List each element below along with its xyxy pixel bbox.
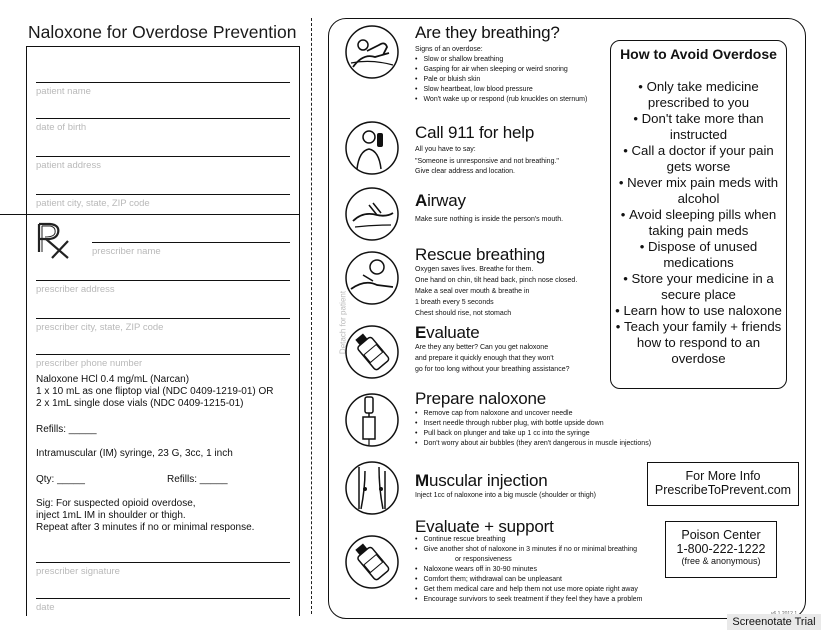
list-item: • Call a doctor if your pain gets worse bbox=[615, 143, 782, 175]
poison-center-phone[interactable]: 1-800-222-1222 bbox=[676, 542, 766, 556]
patient-city-field[interactable]: patient city, state, ZIP code bbox=[36, 194, 290, 195]
poison-center-note: (free & anonymous) bbox=[681, 556, 761, 566]
vial-icon bbox=[343, 533, 401, 591]
more-info-label: For More Info bbox=[685, 469, 761, 483]
qty-line: Qty: _____ bbox=[36, 474, 85, 485]
prescriber-city-field[interactable]: prescriber city, state, ZIP code bbox=[36, 318, 290, 319]
step-subtext: One hand on chin, tilt head back, pinch nose closed. bbox=[415, 277, 578, 284]
more-info-link[interactable]: PrescribeToPrevent.com bbox=[654, 483, 792, 497]
drug-line: 1 x 10 mL as one fliptop vial (NDC 0409-1219-01) OR bbox=[36, 386, 274, 397]
sig-line: Repeat after 3 minutes if no or minimal response. bbox=[36, 522, 255, 533]
patient-name-field[interactable]: patient name bbox=[36, 82, 290, 83]
date-field[interactable]: date bbox=[36, 598, 290, 599]
avoid-overdose-title: How to Avoid Overdose bbox=[620, 46, 777, 62]
prescriber-address-field[interactable]: prescriber address bbox=[36, 280, 290, 281]
list-item: • Avoid sleeping pills when taking pain meds bbox=[615, 207, 782, 239]
step-subtext: go for too long without your breathing assistance? bbox=[415, 366, 570, 373]
rx-symbol-icon bbox=[34, 222, 74, 260]
list-item: • Store your medicine in a secure place bbox=[615, 271, 782, 303]
vial-icon bbox=[343, 323, 401, 381]
section-divider bbox=[0, 214, 300, 215]
step-bullets: • Continue rescue breathing • Give another shot of naloxone in 3 minutes if no or minimal breathing or responsiveness • Naloxone wears off in 30-90 minutes • Comfort them; withdrawal can be unpleasant • Get them medical care and help them not use more opiate right away • Encourage survivors to seek treatment if they feel they have a problem bbox=[415, 535, 643, 605]
watermark-badge: Screenotate Trial bbox=[727, 614, 821, 630]
syringe-line: Intramuscular (IM) syringe, 23 G, 3cc, 1 inch bbox=[36, 448, 233, 459]
list-item: • Learn how to use naloxone bbox=[615, 303, 782, 319]
syringe-vial-icon bbox=[343, 391, 401, 449]
date-of-birth-field[interactable]: date of birth bbox=[36, 118, 290, 119]
step-subtext: Inject 1cc of naloxone into a big muscle (shoulder or thigh) bbox=[415, 492, 596, 499]
detach-note: Detach for patient bbox=[338, 290, 348, 355]
step-subtext: Are they any better? Can you get naloxone bbox=[415, 344, 549, 351]
body-muscle-icon bbox=[343, 459, 401, 517]
poison-center-box bbox=[665, 521, 777, 578]
step-subtext: Chest should rise, not stomach bbox=[415, 310, 512, 317]
list-item: • Only take medicine prescribed to you bbox=[615, 79, 782, 111]
step-title: Are they breathing? bbox=[415, 23, 560, 42]
list-item: • Don't take more than instructed bbox=[615, 111, 782, 143]
step-title: Prepare naloxone bbox=[415, 389, 547, 408]
drug-line: 2 x 1mL single dose vials (NDC 0409-1215-01) bbox=[36, 398, 244, 409]
step-subtext: All you have to say: bbox=[415, 146, 476, 153]
list-item: • Dispose of unused medications bbox=[615, 239, 782, 271]
instructions-panel bbox=[328, 18, 806, 619]
avoid-overdose-box bbox=[610, 40, 787, 389]
list-item: • Never mix pain meds with alcohol bbox=[615, 175, 782, 207]
step-subtext: Oxygen saves lives. Breathe for them. bbox=[415, 266, 534, 273]
sig-line: Sig: For suspected opioid overdose, bbox=[36, 498, 196, 509]
phone-call-icon bbox=[343, 119, 401, 177]
more-info-box bbox=[647, 462, 799, 506]
poison-center-label: Poison Center bbox=[681, 528, 761, 542]
step-title: Rescue breathing bbox=[415, 245, 546, 264]
list-item: • Teach your family + friends how to respond to an overdose bbox=[615, 319, 782, 367]
step-title: Evaluate + support bbox=[415, 517, 554, 536]
step-title: Airway bbox=[415, 191, 466, 210]
person-check-icon bbox=[343, 23, 401, 81]
drug-line: Naloxone HCl 0.4 mg/mL (Narcan) bbox=[36, 374, 190, 385]
sig-line: inject 1mL IM in shoulder or thigh. bbox=[36, 510, 186, 521]
step-bullets: • Slow or shallow breathing • Gasping for air when sleeping or weird snoring • Pale or bluish skin • Slow heartbeat, low blood pressure • Won't wake up or respond (rub knuckles on sternum) bbox=[415, 55, 587, 105]
patient-address-field[interactable]: patient address bbox=[36, 156, 290, 157]
refills-line: Refills: _____ bbox=[36, 424, 97, 435]
step-title: Evaluate bbox=[415, 323, 480, 342]
prescriber-signature-field[interactable]: prescriber signature bbox=[36, 562, 290, 563]
rescue-breathing-icon bbox=[343, 249, 401, 307]
step-subtext: Signs of an overdose: bbox=[415, 46, 483, 53]
step-title: Muscular injection bbox=[415, 471, 548, 490]
step-subtext: 1 breath every 5 seconds bbox=[415, 299, 494, 306]
airway-icon bbox=[343, 185, 401, 243]
step-subtext: and prepare it quickly enough that they won't bbox=[415, 355, 554, 362]
prescriber-phone-field[interactable]: prescriber phone number bbox=[36, 354, 290, 355]
prescriber-name-field[interactable]: prescriber name bbox=[92, 242, 290, 243]
perforation-line bbox=[311, 18, 312, 614]
page-title: Naloxone for Overdose Prevention bbox=[28, 22, 297, 42]
step-subtext: Make sure nothing is inside the person's mouth. bbox=[415, 216, 564, 223]
prescription-panel bbox=[26, 18, 304, 618]
step-subtext: Give clear address and location. bbox=[415, 168, 515, 175]
step-subtext: Make a seal over mouth & breathe in bbox=[415, 288, 530, 295]
avoid-overdose-list bbox=[615, 79, 782, 367]
step-title: Call 911 for help bbox=[415, 123, 535, 142]
step-bullets: • Remove cap from naloxone and uncover needle • Insert needle through rubber plug, with bottle upside down • Pull back on plunger and take up 1 cc into the syringe • Don't worry about air bubbles (they aren't dangerous in muscle injections) bbox=[415, 409, 651, 449]
refills-line-2: Refills: _____ bbox=[167, 474, 228, 485]
step-subtext: "Someone is unresponsive and not breathing." bbox=[415, 158, 559, 165]
